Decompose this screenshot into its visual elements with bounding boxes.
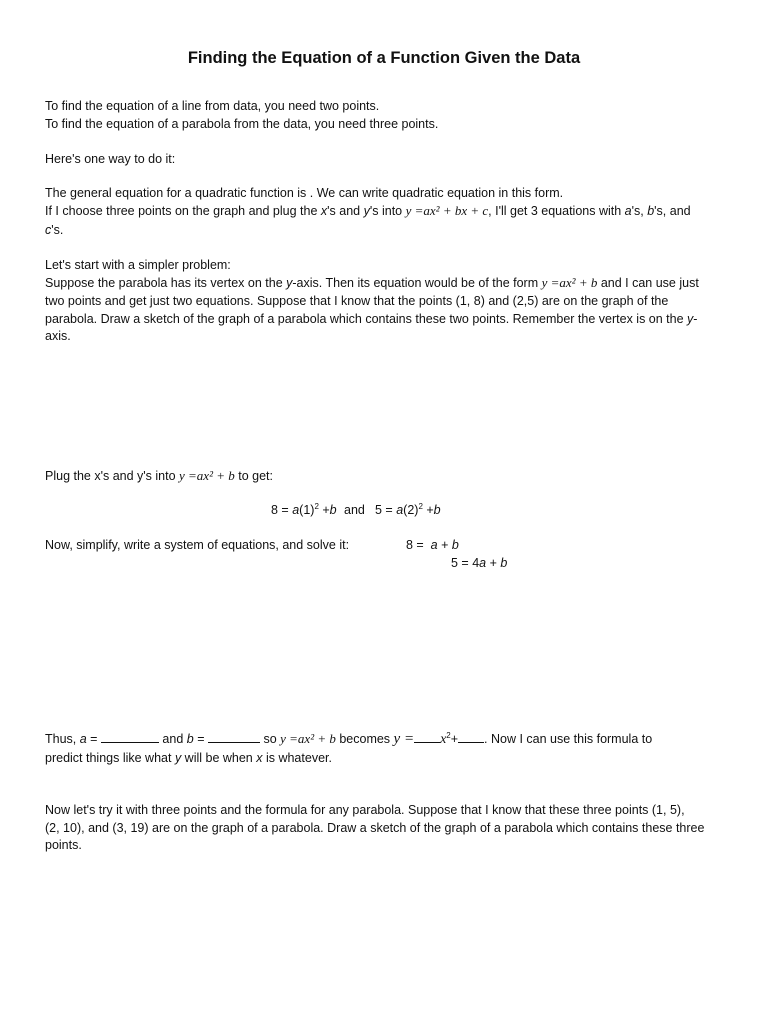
general-line-3: c's.	[45, 223, 64, 237]
three-line-1: Now let's try it with three points and the formula for any parabola. Suppose that I know that these three points (1, 5),	[45, 803, 685, 817]
system-eq-1: 8 = a + b	[406, 538, 459, 552]
thus-formula: y =ax² + b	[280, 731, 336, 746]
plug-formula: y =ax² + b	[179, 468, 235, 483]
a-blank[interactable]	[101, 731, 159, 743]
page-title: Finding the Equation of a Function Given the Data	[187, 49, 581, 67]
three-line-3: points.	[45, 838, 82, 852]
simpler-heading: Let's start with a simpler problem:	[45, 258, 231, 272]
const-blank[interactable]	[458, 731, 484, 743]
simpler-line-3: parabola. Draw a sketch of the graph of a parabola which contains these two points. Remember the vertex is on the y-	[45, 312, 698, 326]
general-line-2: If I choose three points on the graph and plug the x's and y's into y =ax² + bx + c, I'll get 3 equations with a's, b's, and	[45, 203, 691, 218]
simpler-line-2: two points and get just two equations. Suppose that I know that the points (1, 8) and (2,5) are on the graph of the	[45, 294, 669, 308]
general-formula: y =ax² + bx + c	[405, 203, 489, 218]
equation-1: $8 = a(1)^2 +b$	[271, 501, 337, 517]
simplify-text: Now, simplify, write a system of equations, and solve it:	[45, 538, 350, 552]
intro-line-3: Here's one way to do it:	[45, 152, 176, 166]
coef-blank[interactable]	[414, 731, 440, 743]
intro-line-1: To find the equation of a line from data, you need two points.	[45, 99, 380, 113]
general-line-1: The general equation for a quadratic function is . We can write quadratic equation in this form.	[45, 186, 564, 200]
system-eq-2: 5 = 4a + b	[451, 556, 508, 570]
intro-line-2: To find the equation of a parabola from the data, you need three points.	[45, 117, 439, 131]
simple-formula: y =ax² + b	[541, 275, 598, 290]
plug-line: Plug the x's and y's into y =ax² + b to get:	[45, 468, 273, 483]
equation-and: and	[344, 503, 365, 517]
simpler-line-4: axis.	[45, 329, 71, 343]
three-line-2: (2, 10), and (3, 19) are on the graph of a parabola. Draw a sketch of the graph of a parabola which contains these three	[45, 821, 705, 835]
thus-line-1: Thus, a = and b = so y =ax² + b becomes $y = x^2+$ . Now I can use this formula to	[45, 730, 653, 747]
equation-2: $5 = a(2)^2 +b$	[375, 501, 441, 517]
thus-line-2: predict things like what y will be when x is whatever.	[45, 751, 332, 765]
simpler-line-1: Suppose the parabola has its vertex on the y-axis. Then its equation would be of the form y =ax² + b and I can use just	[45, 275, 699, 290]
b-blank[interactable]	[208, 731, 260, 743]
